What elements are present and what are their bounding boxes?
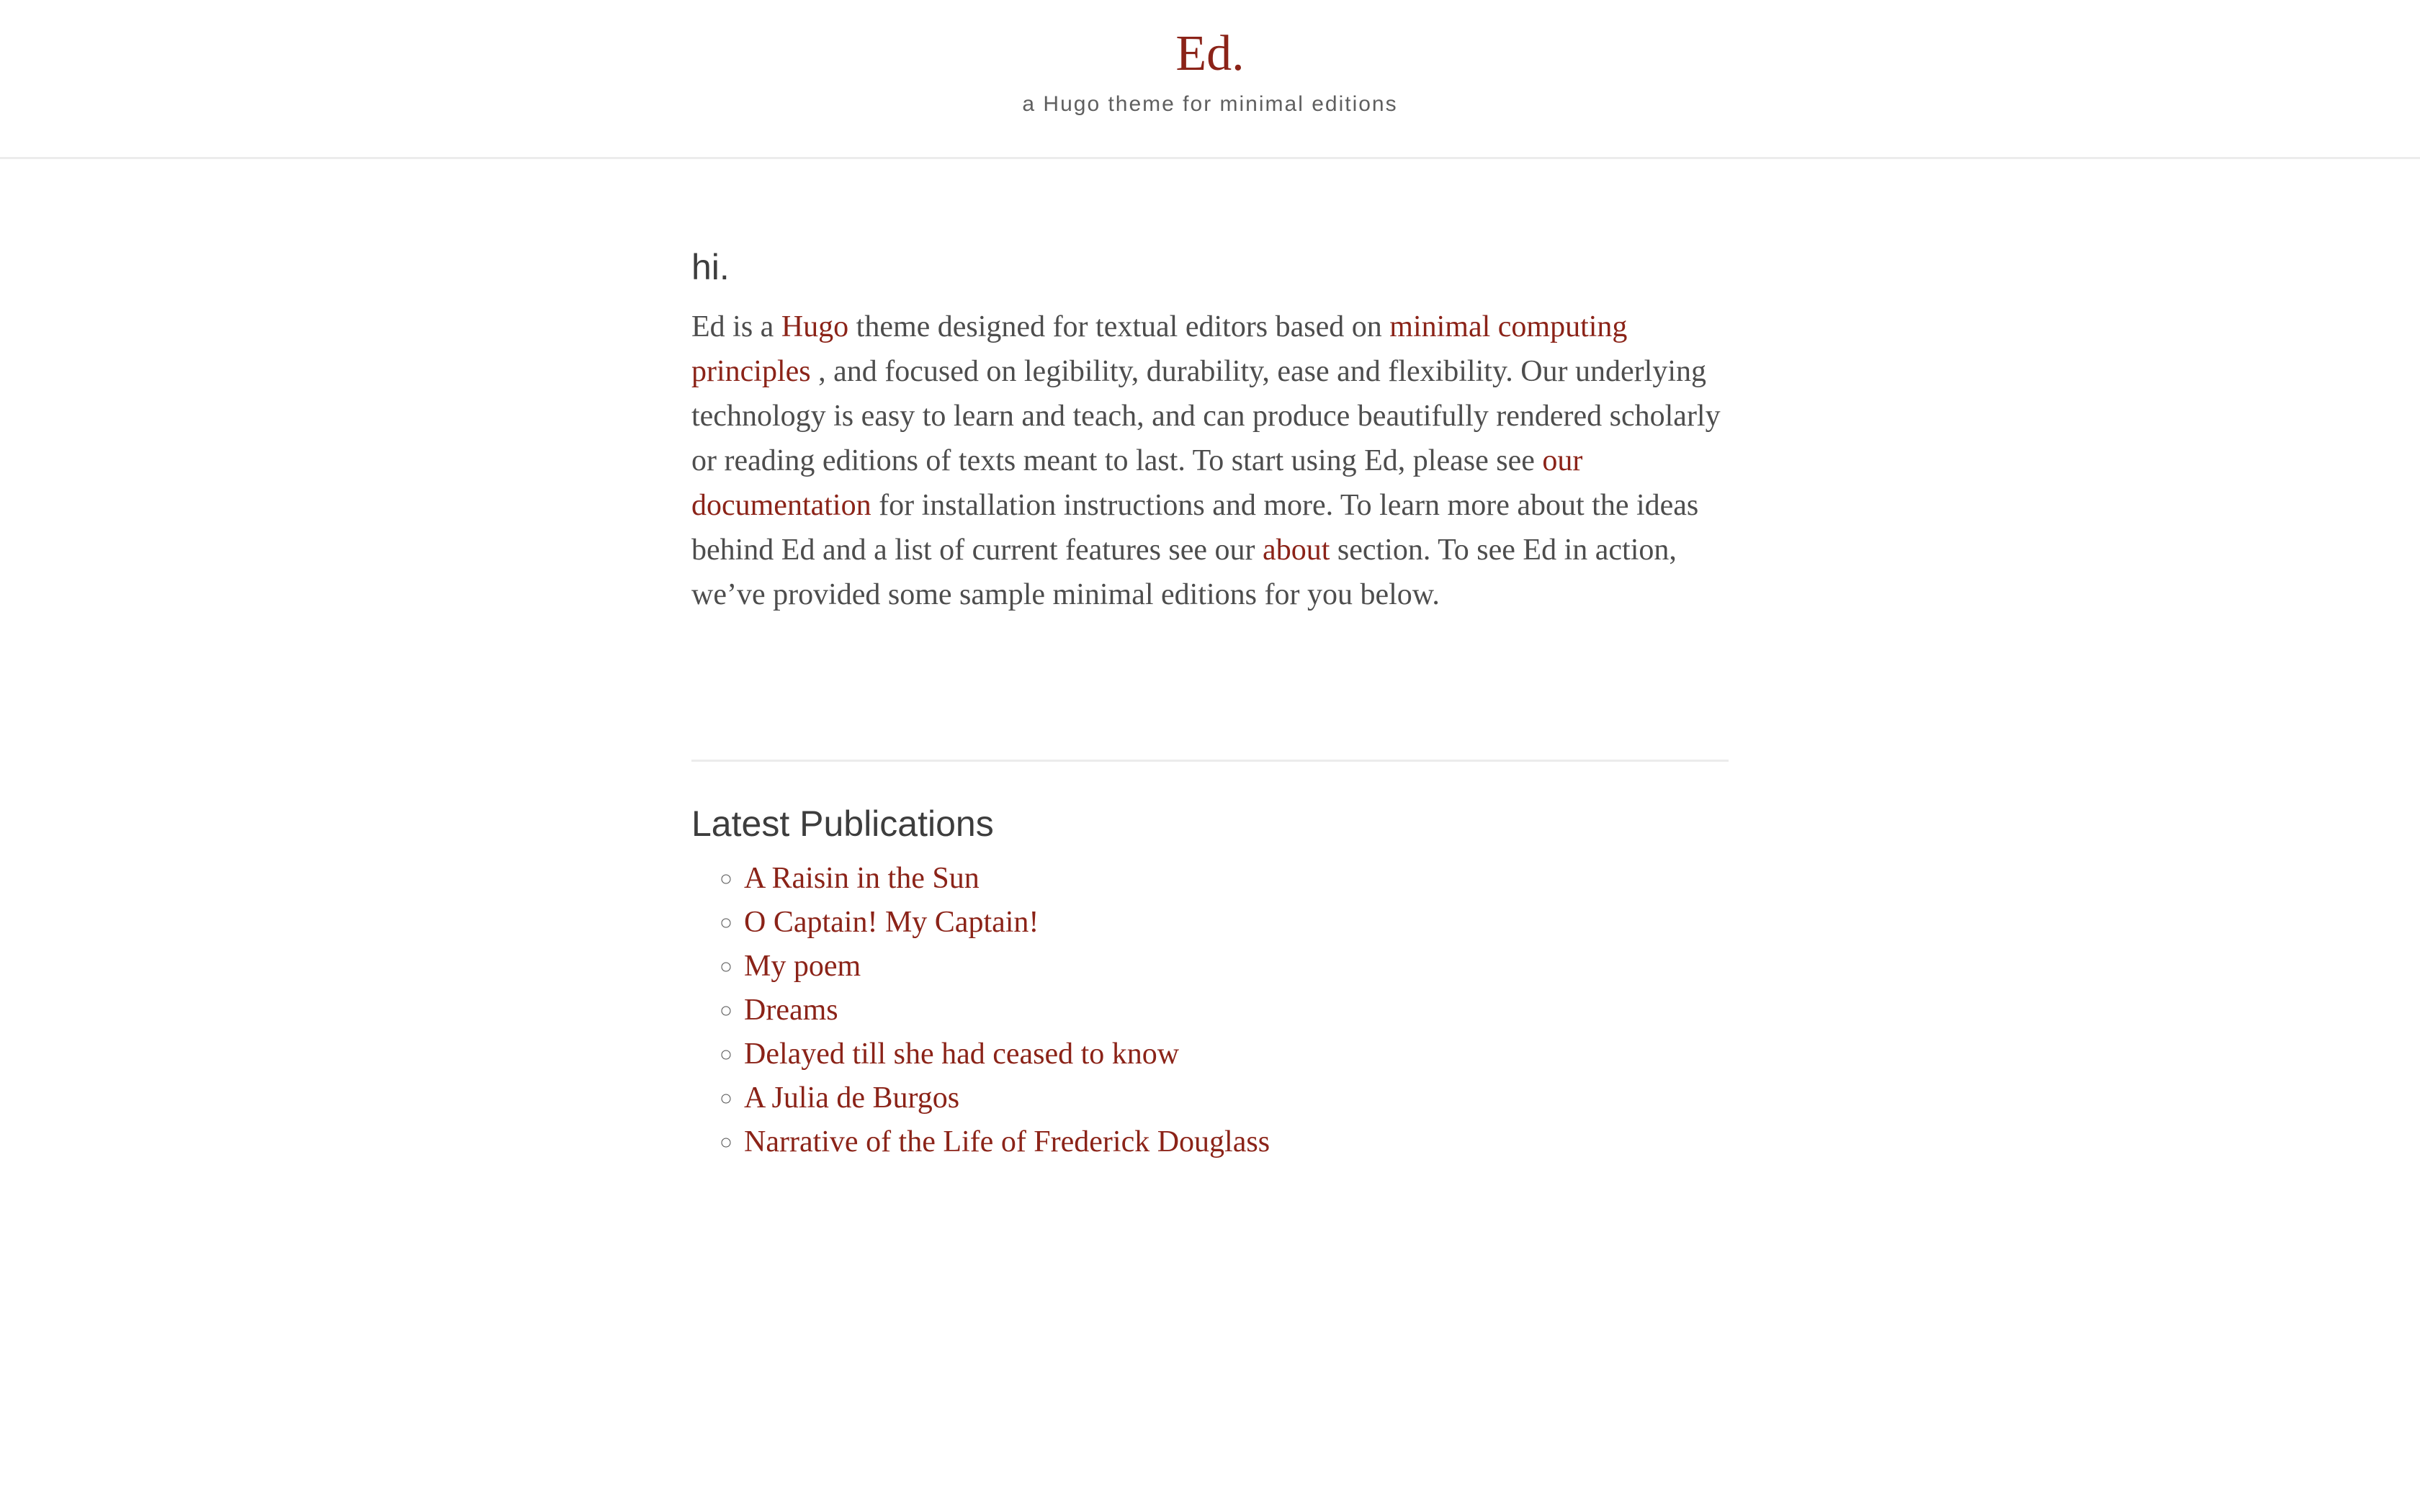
publication-link[interactable]: Narrative of the Life of Frederick Douglass bbox=[744, 1125, 1270, 1158]
page-header bbox=[0, 0, 2420, 159]
publication-link[interactable]: A Raisin in the Sun bbox=[744, 862, 980, 895]
publication-link[interactable]: A Julia de Burgos bbox=[744, 1081, 960, 1115]
publication-item bbox=[744, 1120, 1729, 1164]
publications-list bbox=[691, 857, 1729, 1164]
publication-link[interactable]: Dreams bbox=[744, 994, 838, 1027]
intro-paragraph bbox=[691, 305, 1729, 617]
greeting-heading: hi. bbox=[691, 247, 730, 287]
intro-text: section. To see Ed in action, we’ve provided some sample minimal editions for you below. bbox=[691, 534, 1677, 611]
publication-link[interactable]: O Captain! My Captain! bbox=[744, 906, 1039, 939]
intro-text: Ed is a bbox=[691, 310, 781, 343]
menu-button[interactable] bbox=[50, 38, 79, 60]
main-content bbox=[691, 159, 1729, 1164]
publication-item bbox=[744, 989, 1729, 1032]
intro-link[interactable]: minimal computing principles bbox=[691, 310, 1628, 388]
publications-heading: Latest Publications bbox=[691, 804, 994, 844]
intro-link[interactable]: our documentation bbox=[691, 444, 1583, 522]
publication-link[interactable]: Delayed till she had ceased to know bbox=[744, 1038, 1180, 1071]
publication-item bbox=[744, 901, 1729, 945]
intro-link[interactable]: Hugo bbox=[781, 310, 849, 343]
publication-item bbox=[744, 945, 1729, 989]
section-divider bbox=[691, 760, 1729, 762]
publication-item bbox=[744, 1032, 1729, 1076]
site-subtitle: a Hugo theme for minimal editions bbox=[1022, 92, 1398, 116]
site-title[interactable]: Ed. bbox=[1175, 26, 1245, 81]
intro-text: , and focused on legibility, durability, ease and flexibility. Our underlying technology is easy to learn and teach, and can produce beautifully rendered scholarly or reading editions of texts meant to last. To start using Ed, please see bbox=[691, 355, 1721, 477]
intro-text: for installation instructions and more. To learn more about the ideas behind Ed and a list of current features see our bbox=[691, 489, 1699, 567]
publication-item bbox=[744, 857, 1729, 901]
publication-item bbox=[744, 1076, 1729, 1120]
intro-text: theme designed for textual editors based on bbox=[848, 310, 1390, 343]
intro-link[interactable]: about bbox=[1263, 534, 1330, 567]
publication-link[interactable]: My poem bbox=[744, 950, 861, 983]
